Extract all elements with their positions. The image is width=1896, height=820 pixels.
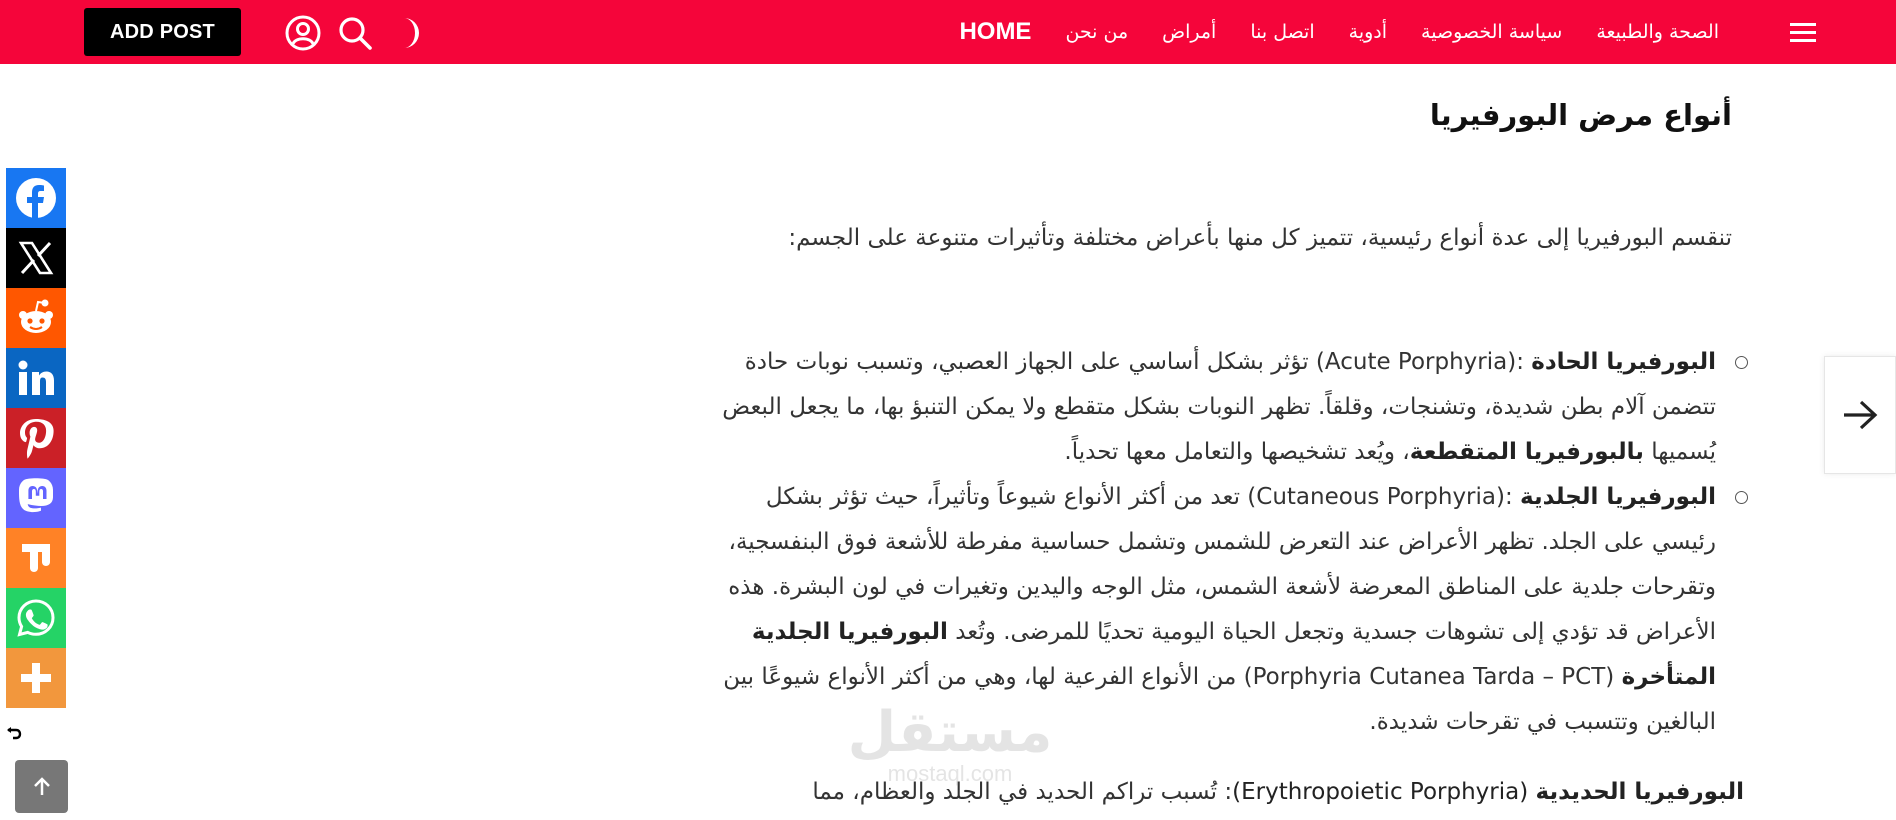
mastodon-icon: [16, 477, 56, 519]
bullet-icon: [1735, 491, 1748, 504]
add-post-button[interactable]: ADD POST: [84, 8, 241, 56]
linkedin-icon: [16, 358, 56, 398]
mastodon-share-button[interactable]: [6, 468, 66, 528]
term-cutaneous: البورفيريا الجلدية: [1520, 484, 1716, 510]
pinterest-share-button[interactable]: [6, 408, 66, 468]
english-term: (Porphyria Cutanea Tarda – PCT): [1243, 664, 1615, 690]
list-item: [720, 340, 1716, 475]
nav-health-nature[interactable]: الصحة والطبيعة: [1596, 21, 1719, 43]
arrow-up-icon: [31, 776, 53, 798]
english-term: (Acute Porphyria):: [1315, 349, 1524, 375]
english-term: (Erythropoietic Porphyria): [1232, 779, 1529, 805]
pinterest-icon: [16, 416, 56, 460]
scroll-to-top-button[interactable]: [15, 760, 68, 813]
nav-diseases[interactable]: أمراض: [1162, 21, 1217, 43]
nav-about[interactable]: من نحن: [1065, 21, 1129, 43]
item-text: تعد من أكثر الأنواع شيوعاً وتأثيراً، حيث تؤثر بشكل رئيسي على الجلد. تظهر الأعراض عند التعرض للشمس وتشمل حساسية مفرطة للأشعة فوق البنفسجية، وتقرحات جلدية على المناطق المعرضة لأشعة الشمس، مثل الوجه واليدين وتغيرات في لون البشرة. هذه الأعراض قد تؤدي إلى تشوهات جسدية وتجعل الحياة اليومية تحديًا للمرضى. وتُعد: [728, 484, 1716, 645]
item-text: تؤثر بشكل أساسي على الجهاز العصبي، وتسبب نوبات حادة تتضمن آلام بطن شديدة، وتشنجات، وقلقاً. تظهر النوبات بشكل متقطع ولا يمكن التنبؤ بها، ما يجعل البعض يُسميها: [722, 349, 1716, 465]
whatsapp-share-button[interactable]: [6, 588, 66, 648]
intro-paragraph: تنقسم البورفيريا إلى عدة أنواع رئيسية، تتميز كل منها بأعراض مختلفة وتأثيرات متنوعة على الجسم:: [788, 225, 1732, 251]
whatsapp-icon: [16, 598, 56, 638]
watermark-url: mostaql.com: [887, 761, 1013, 786]
reddit-icon: [14, 296, 58, 340]
item-text: من الأنواع الفرعية لها، وهي من أكثر الأنواع شيوعًا بين البالغين وتتسبب في تقرحات شديدة.: [723, 664, 1716, 735]
mix-icon: [18, 540, 54, 576]
item-text: ، ويُعد تشخيصها والتعامل معها تحدياً.: [1064, 439, 1410, 465]
term-acute: البورفيريا الحادة: [1531, 349, 1716, 375]
porphyria-types-list: [720, 340, 1716, 745]
dark-mode-icon[interactable]: [388, 14, 426, 52]
mix-share-button[interactable]: [6, 528, 66, 588]
search-icon[interactable]: [336, 14, 374, 52]
plus-icon: [18, 660, 54, 696]
erythropoietic-paragraph: [720, 770, 1744, 815]
facebook-icon: [14, 176, 58, 220]
x-icon: [17, 239, 55, 277]
share-toggle-icon[interactable]: [6, 726, 22, 742]
watermark-text: مستقل: [847, 700, 1053, 765]
social-share-bar: [6, 168, 66, 708]
arrow-right-icon: [1842, 399, 1878, 431]
menu-icon[interactable]: [1788, 20, 1818, 44]
x-share-button[interactable]: [6, 228, 66, 288]
more-share-button[interactable]: [6, 648, 66, 708]
nav-medicines[interactable]: أدوية: [1348, 21, 1388, 43]
nav-home[interactable]: HOME: [959, 18, 1032, 45]
section-title: أنواع مرض البورفيريا: [1429, 98, 1732, 132]
bullet-icon: [1735, 356, 1748, 369]
paragraph-text: : تُسبب تراكم الحديد في الجلد والعظام، مما: [812, 779, 1233, 805]
reddit-share-button[interactable]: [6, 288, 66, 348]
list-item: [720, 475, 1716, 745]
nav-contact[interactable]: اتصل بنا: [1250, 21, 1315, 43]
nav-privacy-policy[interactable]: سياسة الخصوصية: [1421, 21, 1563, 43]
user-icon[interactable]: [284, 14, 322, 52]
facebook-share-button[interactable]: [6, 168, 66, 228]
english-term: (Cutaneous Porphyria):: [1247, 484, 1513, 510]
term-intermittent: بالبورفيريا المتقطعة: [1409, 439, 1644, 465]
linkedin-share-button[interactable]: [6, 348, 66, 408]
term-pct: البورفيريا الجلدية المتأخرة: [751, 619, 1716, 690]
top-navigation-bar: [0, 0, 1896, 64]
next-post-button[interactable]: [1824, 356, 1896, 474]
term-erythropoietic: البورفيريا الحديدية: [1535, 779, 1744, 805]
main-nav: [942, 0, 1736, 64]
